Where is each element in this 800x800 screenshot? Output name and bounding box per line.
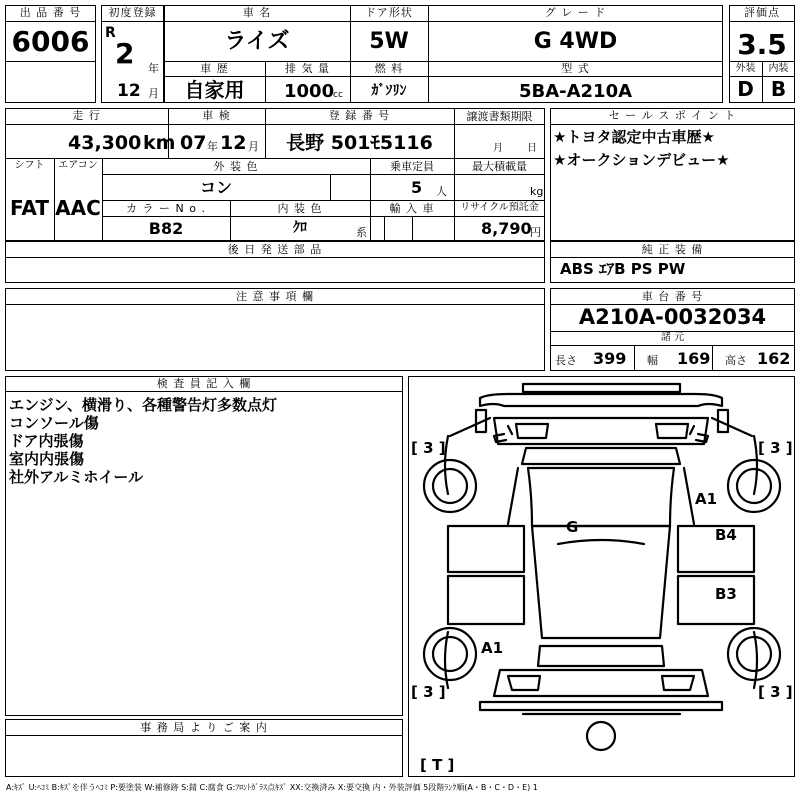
history: 自家用 bbox=[184, 78, 245, 102]
shift: FAT bbox=[10, 196, 49, 220]
auction-score: 3.5 bbox=[737, 28, 787, 61]
interior-color: ｸﾛ bbox=[293, 220, 307, 236]
car-body-diagram bbox=[408, 376, 795, 777]
remark-1: エンジン、横滑り、各種警告灯多数点灯 bbox=[9, 396, 278, 414]
damage-mark-a1-left: A1 bbox=[481, 639, 504, 657]
interior-color-unit: 系 bbox=[356, 226, 367, 239]
aircon-label: エアコン bbox=[58, 160, 98, 171]
damage-mark-b4: B4 bbox=[715, 526, 737, 544]
recycle-fee-label: リサイクル預託金 bbox=[460, 202, 539, 213]
inspection-year: 07 bbox=[180, 132, 207, 154]
capacity: 5 bbox=[411, 178, 423, 197]
sales-point-1: ★トヨタ認定中古車歴★ bbox=[553, 128, 715, 146]
length: 399 bbox=[593, 349, 627, 368]
inspector-remarks-label: 検 査 員 記 入 欄 bbox=[156, 377, 252, 390]
inspection-label: 車 検 bbox=[202, 109, 231, 122]
width: 169 bbox=[677, 349, 711, 368]
car-name: ライズ bbox=[224, 29, 290, 54]
later-parts-label: 後 日 発 送 部 品 bbox=[227, 243, 323, 256]
shift-label: シフト bbox=[14, 160, 45, 171]
transfer-deadline-label: 譲渡書類期限 bbox=[466, 110, 533, 123]
color-number-label: カ ラ ー N o . bbox=[126, 202, 206, 215]
equipment: ABS ｴｱB PS PW bbox=[560, 260, 686, 278]
specs-label: 諸 元 bbox=[660, 332, 685, 343]
score-label: 評価点 bbox=[744, 6, 780, 19]
lot-number: 6006 bbox=[11, 25, 90, 58]
mileage: 43,300 bbox=[68, 132, 142, 154]
interior-color-label: 内 装 色 bbox=[277, 202, 323, 215]
registration-year: 2 bbox=[115, 37, 135, 70]
registration-number: 長野 501ﾓ5116 bbox=[286, 132, 433, 154]
max-load-label: 最大積載量 bbox=[472, 160, 527, 173]
transfer-day-unit: 日 bbox=[527, 143, 537, 154]
lot-number-label: 出 品 番 号 bbox=[19, 6, 82, 19]
era-letter: R bbox=[105, 25, 116, 41]
remark-3: ドア内張傷 bbox=[9, 432, 84, 450]
tread-front-right: [ 3 ] bbox=[758, 439, 793, 457]
door-type: 5W bbox=[369, 29, 409, 54]
exterior-color-label: 外 装 色 bbox=[213, 160, 259, 173]
month-unit: 月 bbox=[148, 87, 159, 100]
damage-legend: A:ｷｽﾞ U:ﾍｺﾐ B:ｷｽﾞを伴うﾍｺﾐ P:要塗装 W:補修跡 S:錆 C:腐食 G:ﾌﾛﾝﾄｶﾞﾗｽ点ｷｽﾞ XX:交換済み X:要交換 内・外装評価 5段階ﾗﾝｸ順(A・B・C・D・E) 1 bbox=[6, 783, 538, 792]
capacity-label: 乗車定員 bbox=[390, 160, 434, 173]
recycle-fee: 8,790 bbox=[481, 219, 532, 238]
chassis-label: 車 台 番 号 bbox=[641, 290, 704, 303]
mileage-label: 走 行 bbox=[72, 109, 101, 122]
import-label: 輸 入 車 bbox=[389, 202, 435, 215]
exterior-grade: D bbox=[737, 77, 754, 101]
fuel-label: 燃 料 bbox=[374, 62, 404, 75]
grade-label: グ レ ー ド bbox=[544, 6, 607, 19]
remark-4: 室内内張傷 bbox=[9, 450, 85, 468]
first-registration-label: 初度登録 bbox=[108, 6, 157, 19]
model-code: 5BA-A210A bbox=[518, 81, 633, 102]
year-unit: 年 bbox=[148, 62, 159, 75]
interior-label: 内装 bbox=[768, 63, 789, 74]
displacement-label: 排 気 量 bbox=[285, 62, 330, 75]
tread-front-left: [ 3 ] bbox=[411, 439, 446, 457]
capacity-unit: 人 bbox=[436, 185, 447, 198]
height: 162 bbox=[757, 349, 791, 368]
remark-5: 社外アルミホイール bbox=[9, 468, 144, 486]
grade: G 4WD bbox=[533, 29, 618, 54]
displacement: 1000 bbox=[284, 81, 335, 102]
height-label: 高さ bbox=[725, 354, 747, 367]
exterior-color: コン bbox=[199, 178, 232, 197]
tread-rear-right: [ 3 ] bbox=[758, 683, 793, 701]
max-load-unit: kg bbox=[530, 185, 544, 198]
car-name-label: 車 名 bbox=[242, 6, 272, 19]
sales-point-2: ★オークションデビュー★ bbox=[553, 151, 730, 169]
sales-points-label: セ ー ル ス ポ イ ン ト bbox=[608, 109, 737, 122]
model-label: 型 式 bbox=[561, 62, 590, 75]
door-type-label: ドア形状 bbox=[365, 6, 413, 19]
inspection-month: 12 bbox=[220, 132, 247, 154]
registration-number-label: 登 録 番 号 bbox=[328, 109, 391, 122]
history-label: 車 歴 bbox=[200, 62, 229, 75]
mileage-unit: km bbox=[143, 132, 176, 154]
equipment-label: 純 正 装 備 bbox=[641, 243, 704, 256]
width-label: 幅 bbox=[647, 354, 658, 367]
exterior-label: 外装 bbox=[735, 63, 756, 74]
notes-label: 注 意 事 項 欄 bbox=[236, 290, 314, 303]
color-number: B82 bbox=[148, 219, 184, 238]
damage-mark-g: G bbox=[566, 518, 579, 536]
inspection-month-unit: 月 bbox=[248, 140, 259, 153]
chassis-number: A210A-0032034 bbox=[578, 305, 767, 329]
registration-month: 12 bbox=[117, 81, 141, 101]
displacement-unit: cc bbox=[333, 90, 343, 100]
inspection-year-unit: 年 bbox=[207, 140, 218, 153]
transfer-month-unit: 月 bbox=[493, 143, 503, 154]
length-label: 長さ bbox=[555, 354, 577, 367]
remark-2: コンソール傷 bbox=[9, 414, 99, 432]
fuel: ｶﾞｿﾘﾝ bbox=[371, 83, 407, 99]
recycle-fee-unit: 円 bbox=[530, 226, 541, 239]
spare-tire-mark: [ T ] bbox=[420, 756, 455, 774]
damage-mark-b3: B3 bbox=[715, 585, 737, 603]
damage-mark-a1-right: A1 bbox=[695, 490, 718, 508]
office-label: 事 務 局 よ り ご 案 内 bbox=[140, 721, 268, 734]
aircon: AAC bbox=[55, 196, 101, 220]
tread-rear-left: [ 3 ] bbox=[411, 683, 446, 701]
interior-grade: B bbox=[770, 77, 787, 101]
